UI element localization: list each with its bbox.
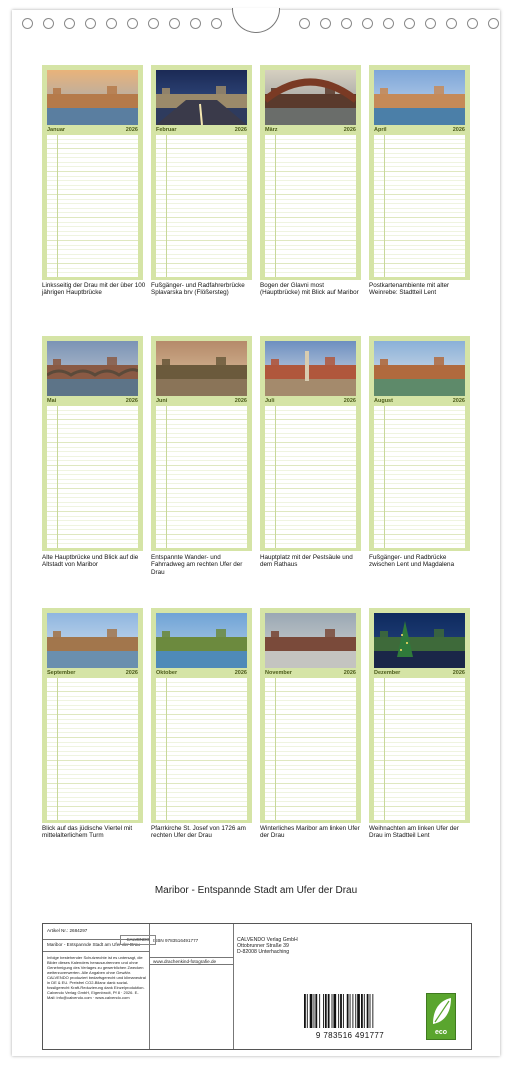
binding-hole [64, 18, 75, 29]
month-photo [156, 341, 247, 396]
publisher-name: CALVENDO Verlag GmbH [237, 937, 298, 943]
planner-grid [47, 406, 138, 548]
month-header [45, 397, 140, 405]
binding-hole [362, 18, 373, 29]
planner-grid [47, 678, 138, 820]
binding-hole [85, 18, 96, 29]
binding-hole [169, 18, 180, 29]
imprint-box [42, 923, 472, 1050]
binding-hole [211, 18, 222, 29]
month-photo [156, 70, 247, 125]
binding-hole [341, 18, 352, 29]
binding-hole [404, 18, 415, 29]
month-panel-april [369, 65, 470, 280]
planner-grid [47, 135, 138, 277]
month-name: Oktober [156, 670, 178, 676]
binding-hole [22, 18, 33, 29]
month-year: 2026 [234, 127, 247, 133]
article-number: Artikel Nr.: 2684297 [47, 928, 88, 933]
leaf-icon [427, 994, 455, 1028]
binding-hole [43, 18, 54, 29]
month-header [263, 126, 358, 134]
month-photo [265, 613, 356, 668]
photo-caption: Pfarrkirche St. Josef von 1726 am rechten Ufer der Drau [151, 825, 246, 840]
month-photo [374, 613, 465, 668]
planner-grid [374, 406, 465, 548]
isbn: ISBN 9783516491777 [153, 938, 199, 943]
planner-grid [265, 406, 356, 548]
month-panel-september [42, 608, 143, 823]
planner-grid [374, 135, 465, 277]
month-header [372, 669, 467, 677]
month-name: April [374, 127, 387, 133]
month-year: 2026 [452, 670, 465, 676]
legal-text: Infolge bestehender Schutzrechte ist es untersagt, die Bilder dieses Kalenders herauszutrennen und ohne Genehmigung des Verlages zu gewerblichen Zwecken weiterzuverwerten. Alle Angaben ohne Gewähr. CALVENDO produziert bedarfsgerecht und klimaneutral in DE & EU. Preisfrei CO2-Bilanz dank sozial- fossilgerecht Kraft-Reduzierung dank Einzelproduktion. Calvendo Verlag GmbH, Eigenbrodt, Pf 8 · 2026. E-Mail: info@calvendo.com · www.calvendo.com [47, 955, 146, 1000]
month-photo [156, 613, 247, 668]
photo-caption: Alte Hauptbrücke und Blick auf die Altstadt von Maribor [42, 554, 139, 569]
month-header [263, 397, 358, 405]
month-photo [374, 70, 465, 125]
binding-hole [383, 18, 394, 29]
binding-hole [446, 18, 457, 29]
photo-caption: Linksseitig der Drau mit der über 100 jährigen Hauptbrücke [42, 282, 146, 297]
photo-caption: Bogen der Glavni most (Hauptbrücke) mit Blick auf Maribor [260, 282, 359, 297]
calendar-title: Maribor - Entspannde Stadt am Ufer der Drau [154, 885, 358, 896]
website: www.drachenkind-fotografie.de [153, 959, 217, 964]
month-panel-märz [260, 65, 361, 280]
binding-hole [320, 18, 331, 29]
binding-hole [148, 18, 159, 29]
month-header [154, 669, 249, 677]
photo-caption: Fußgänger- und Radfahrerbrücke Splavarska brv (Flößersteg) [151, 282, 245, 297]
month-name: Juni [156, 398, 168, 404]
planner-grid [265, 678, 356, 820]
month-year: 2026 [234, 670, 247, 676]
month-header [45, 669, 140, 677]
binding-hole [190, 18, 201, 29]
month-panel-januar [42, 65, 143, 280]
month-year: 2026 [343, 127, 356, 133]
month-header [372, 397, 467, 405]
month-panel-februar [151, 65, 252, 280]
barcode [302, 994, 398, 1028]
product-title: Maribor - Entspannde Stadt am Ufer der Drau [47, 942, 140, 947]
month-name: August [374, 398, 393, 404]
month-photo [47, 341, 138, 396]
month-header [154, 397, 249, 405]
month-panel-august [369, 336, 470, 551]
month-photo [47, 70, 138, 125]
calendar-page [12, 10, 500, 1056]
month-year: 2026 [452, 127, 465, 133]
photo-caption: Winterliches Maribor am linken Ufer der Drau [260, 825, 360, 840]
month-panel-november [260, 608, 361, 823]
month-header [154, 126, 249, 134]
binding-hole [106, 18, 117, 29]
publisher-city: D-82008 Unterhaching [237, 949, 290, 955]
month-panel-mai [42, 336, 143, 551]
publisher-street: Ottobrunner Straße 39 [237, 943, 289, 949]
month-year: 2026 [452, 398, 465, 404]
planner-grid [374, 678, 465, 820]
eco-label: eco [426, 993, 456, 1040]
month-name: Juli [265, 398, 275, 404]
binding-hole [127, 18, 138, 29]
photo-caption: Postkartenambiente mit alter Weinrebe: Stadtteil Lent [369, 282, 450, 297]
month-name: März [265, 127, 278, 133]
month-header [45, 126, 140, 134]
planner-grid [156, 678, 247, 820]
binding-hole [467, 18, 478, 29]
photo-caption: Blick auf das jüdische Viertel mit mittelalterlichem Turm [42, 825, 133, 840]
month-panel-dezember [369, 608, 470, 823]
month-photo [265, 70, 356, 125]
planner-grid [265, 135, 356, 277]
month-name: November [265, 670, 292, 676]
month-name: September [47, 670, 76, 676]
month-photo [47, 613, 138, 668]
calvendo-logo: CALVENDO [120, 935, 156, 945]
month-year: 2026 [343, 398, 356, 404]
month-header [263, 669, 358, 677]
month-panel-juli [260, 336, 361, 551]
month-name: Februar [156, 127, 177, 133]
planner-grid [156, 135, 247, 277]
month-year: 2026 [125, 670, 138, 676]
month-panel-juni [151, 336, 252, 551]
photo-caption: Fußgänger- und Radbrücke zwischen Lent und Magdalena [369, 554, 455, 569]
binding-hole [299, 18, 310, 29]
month-header [372, 126, 467, 134]
month-photo [374, 341, 465, 396]
month-year: 2026 [234, 398, 247, 404]
month-photo [265, 341, 356, 396]
month-year: 2026 [125, 398, 138, 404]
month-panel-oktober [151, 608, 252, 823]
barcode-number: 9 783516 491777 [315, 1031, 385, 1040]
month-year: 2026 [343, 670, 356, 676]
month-name: Dezember [374, 670, 401, 676]
planner-grid [156, 406, 247, 548]
binding-hole [488, 18, 499, 29]
photo-caption: Hauptplatz mit der Pestsäule und dem Rathaus [260, 554, 353, 569]
month-name: Januar [47, 127, 66, 133]
month-name: Mai [47, 398, 57, 404]
photo-caption: Weihnachten am linken Ufer der Drau im Stadtteil Lent [369, 825, 459, 840]
photo-caption: Entspannte Wander- und Fahrradweg am rechten Ufer der Drau [151, 554, 243, 576]
binding-hole [425, 18, 436, 29]
month-year: 2026 [125, 127, 138, 133]
